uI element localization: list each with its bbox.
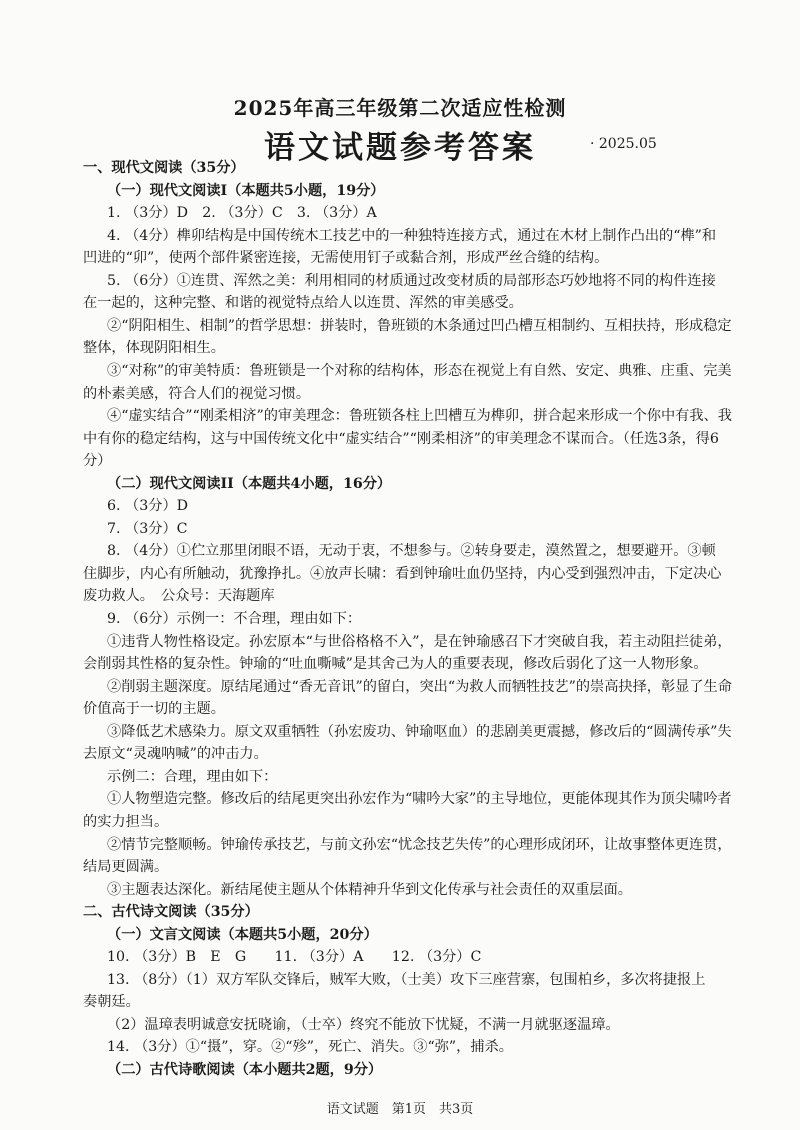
answer-line: ③“对称”的审美特质：鲁班锁是一个对称的结构体，形态在视觉上有自然、安定、典雅、庄重、完美 (107, 363, 732, 379)
answer-line: 去原文“灵魂呐喊”的冲击力。 (83, 746, 268, 762)
subsection-heading: （二）古代诗歌阅读（本小题共2题，9分） (107, 1062, 383, 1078)
exam-title: 2025年高三年级第二次适应性检测 (233, 96, 567, 120)
answer-line: ③降低艺术感染力。原文双重牺牲（孙宏废功、钟瑜呕血）的悲剧美更震撼，修改后的“圆满传承”失 (107, 724, 732, 740)
answer-line: 14. （3分）①“摄”，穿。②“殄”，死亡、消失。③“弥”，捕杀。 (107, 1039, 513, 1055)
answer-line: 在一起的，这种完整、和谐的视觉特点给人以连贯、浑然的审美感受。 (83, 295, 523, 311)
answer-line: 住脚步，内心有所触动，犹豫挣扎。④放声长啸：看到钟瑜吐血仍坚持，内心受到强烈冲击，下定决心 (83, 566, 722, 582)
answer-line: 示例二：合理，理由如下： (107, 769, 278, 785)
answer-line: 的朴素美感，符合人们的视觉习惯。 (83, 386, 311, 402)
answer-line: ②情节完整顺畅。钟瑜传承技艺，与前文孙宏“忧念技艺失传”的心理形成闭环，让故事整体更连贯， (107, 837, 732, 853)
page-footer: 语文试题 第1页 共3页 (326, 1102, 474, 1117)
subsection-heading: （二）现代文阅读II（本题共4小题，16分） (107, 476, 392, 492)
answer-line: 1. （3分）D 2. （3分）C 3. （3分）A (107, 205, 377, 221)
section-heading: 一、现代文阅读（35分） (83, 160, 245, 176)
answer-line: 整体，体现阴阳相生。 (83, 340, 225, 356)
answer-line: 分） (83, 453, 112, 469)
answer-line: （2）温璋表明诚意安抚晓谕，（士卒）终究不能放下忧疑，不满一月就驱逐温璋。 (107, 1017, 620, 1033)
answer-line: 5. （6分）①连贯、浑然之美：利用相同的材质通过改变材质的局部形态巧妙地将不同的构件连接 (107, 273, 716, 289)
subsection-heading: （一）文言文阅读（本题共5小题，20分） (107, 927, 378, 943)
section-heading: 二、古代诗文阅读（35分） (83, 904, 259, 920)
answer-line: 9. （6分）示例一：不合理，理由如下： (107, 611, 362, 627)
answer-line: ①违背人物性格设定。孙宏原本“与世俗格格不入”，是在钟瑜感召下才突破自我，若主动阻拦徒弟， (107, 634, 732, 650)
answer-line: 会削弱其性格的复杂性。钟瑜的“吐血嘶喊”是其舍己为人的重要表现，修改后弱化了这一人物形象。 (83, 656, 708, 672)
subsection-heading: （一）现代文阅读I（本题共5小题，19分） (107, 183, 385, 199)
answer-line: 8. （4分）①伫立那里闭眼不语，无动于衷，不想参与。②转身要走，漠然置之，想要避开。③顿 (107, 543, 716, 559)
answer-line: ②削弱主题深度。原结尾通过“香无音讯”的留白，突出“为救人而牺牲技艺”的崇高抉择，彰显了生命 (107, 679, 732, 695)
answer-line: ②“阴阳相生、相制”的哲学思想：拼装时，鲁班锁的木条通过凹凸槽互相制约、互相扶持，形成稳定 (107, 318, 732, 334)
answer-line: 废功救人。 公众号：天海题库 (83, 588, 275, 604)
answer-line: 价值高于一切的主题。 (83, 701, 225, 717)
answer-line: 奏朝廷。 (83, 994, 140, 1010)
answer-line: 7. （3分）C (107, 521, 188, 537)
answer-line: ①人物塑造完整。修改后的结尾更突出孙宏作为“啸吟大家”的主导地位，更能体现其作为顶尖啸吟者 (107, 791, 732, 807)
answer-line: ③主题表达深化。新结尾使主题从个体精神升华到文化传承与社会责任的双重层面。 (107, 882, 632, 898)
answer-line: 4. （4分）榫卯结构是中国传统木工技艺中的一种独特连接方式，通过在木材上制作凸出的“榫”和 (107, 228, 717, 244)
answer-line: ④“虚实结合”“刚柔相济”的审美理念：鲁班锁各柱上凹槽互为榫卯，拼合起来形成一个你中有我、我 (107, 408, 732, 424)
answer-line: 10. （3分）B E G 11. （3分）A 12. （3分）C (107, 949, 482, 965)
exam-date: · 2025.05 (590, 136, 657, 152)
document-title: 语文试题参考答案 (264, 130, 536, 166)
answer-line: 的实力担当。 (83, 814, 169, 830)
answer-line: 中有你的稳定结构，这与中国传统文化中“虚实结合”“刚柔相济”的审美理念不谋而合。（任选3条，得6 (83, 431, 719, 447)
answer-line: 结局更圆满。 (83, 859, 169, 875)
answer-line: 凹进的“卯”，使两个部件紧密连接，无需使用钉子或黏合剂，形成严丝合缝的结构。 (83, 250, 609, 266)
answer-line: 6. （3分）D (107, 498, 189, 514)
answer-line: 13. （8分）（1）双方军队交锋后，贼军大败，（士美）攻下三座营寨，包围柏乡，多次将捷报上 (107, 972, 706, 988)
